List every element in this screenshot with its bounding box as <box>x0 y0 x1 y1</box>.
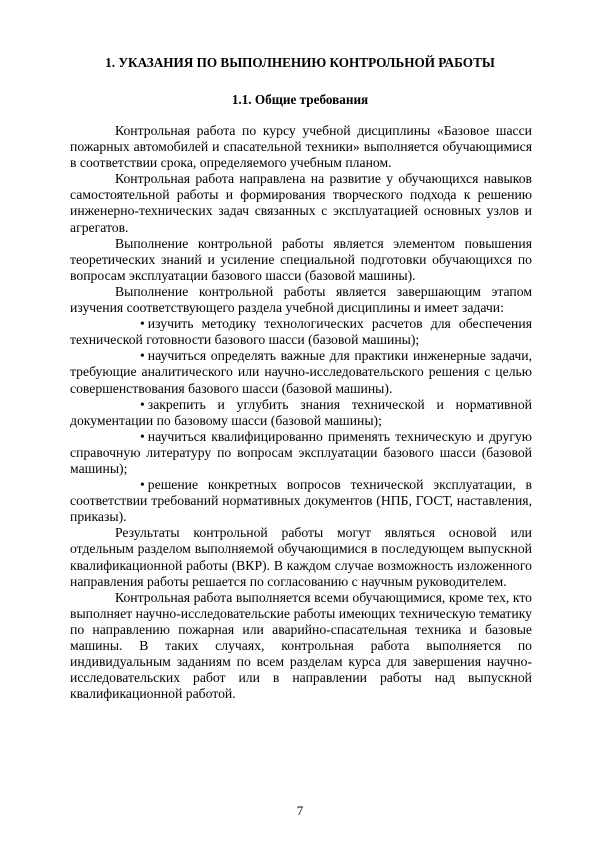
bullet-icon: • <box>140 428 145 444</box>
bullet-text: научиться определять важные для практики инженерные задачи, требующие аналитического или научно-исследовательского решения с целью совершенствования базового шасси (базовой машины). <box>70 348 532 396</box>
bullet-item <box>70 477 532 525</box>
bullet-item <box>70 316 532 348</box>
paragraph: Контрольная работа выполняется всеми обучающимися, кроме тех, кто выполняет научно-исследовательские работы имеющих техническую тематику по направлению пожарная или аварийно-спасательная техника и базовые машины. В таких случаях, контрольная работа выполняется по индивидуальным заданиям по всем разделам курса для завершения научно-исследовательских работ или в направлении работы над выпускной квалификационной работой. <box>70 589 532 702</box>
bullet-item <box>70 348 532 396</box>
bullet-text: изучить методику технологических расчетов для обеспечения технической готовности базового шасси (базовой машины); <box>70 316 532 348</box>
bullet-icon: • <box>140 396 145 412</box>
bullet-text: закрепить и углубить знания технической и нормативной документации по базовому шасси (базовой машины); <box>70 396 532 428</box>
paragraph: Выполнение контрольной работы является завершающим этапом изучения соответствующего раздела учебной дисциплины и имеет задачи: <box>70 283 532 316</box>
paragraph: Контрольная работа по курсу учебной дисциплины «Базовое шасси пожарных автомобилей и спасательной техники» выполняется обучающимися в соответствии срока, определяемого учебным планом. <box>70 123 532 171</box>
section-heading: 1. УКАЗАНИЯ ПО ВЫПОЛНЕНИЮ КОНТРОЛЬНОЙ РАБОТЫ <box>105 55 495 70</box>
bullet-item <box>70 397 532 429</box>
bullet-item <box>70 429 532 477</box>
bullet-icon: • <box>140 477 145 493</box>
paragraph: Результаты контрольной работы могут являться основой или отдельным разделом выполняемой обучающимися в последующем выпускной квалификационной работы (ВКР). В каждом случае возможность изложенного направления работы решается по согласованию с научным руководителем. <box>70 525 532 589</box>
bullet-text: решение конкретных вопросов технической эксплуатации, в соответствии требований нормативных документов (НПБ, ГОСТ, наставления, приказы). <box>70 477 532 525</box>
paragraph: Контрольная работа направлена на развитие у обучающихся навыков самостоятельной работы и формирования творческого подхода к решению инженерно-технических задач связанных с эксплуатацией основных узлов и агрегатов. <box>70 171 532 235</box>
paragraph: Выполнение контрольной работы является элементом повышения теоретических знаний и усиление специальной подготовки обучающихся по вопросам эксплуатации базового шасси (базовой машины). <box>70 235 532 283</box>
subsection-heading: 1.1. Общие требования <box>231 92 369 107</box>
bullet-icon: • <box>140 348 145 364</box>
page-number: 7 <box>296 803 304 818</box>
body-text <box>70 123 532 702</box>
bullet-icon: • <box>140 316 145 332</box>
bullet-text: научиться квалифицированно применять техническую и другую справочную литературу по вопросам эксплуатации базового шасси (базовой машины); <box>70 428 532 476</box>
